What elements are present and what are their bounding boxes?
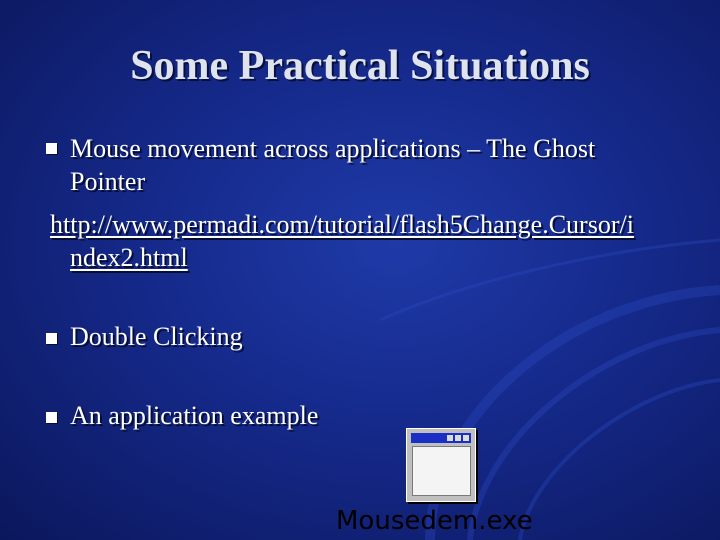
bullet-text-line: Mouse movement across applications – The Ghost bbox=[70, 134, 596, 163]
bullet-item-double-clicking: Double Clicking bbox=[70, 322, 243, 351]
bullet-marker bbox=[46, 412, 57, 423]
slide-title: Some Practical Situations bbox=[130, 43, 590, 89]
minimize-icon bbox=[447, 435, 453, 441]
tutorial-link[interactable] bbox=[50, 208, 634, 274]
application-window-icon[interactable] bbox=[406, 428, 476, 502]
icon-caption: Mousedem.exe bbox=[336, 506, 533, 536]
link-line[interactable]: http://www.permadi.com/tutorial/flash5Change.Cursor/i bbox=[50, 210, 634, 239]
bullet-text-line: Pointer bbox=[70, 167, 146, 196]
window-titlebar bbox=[411, 433, 471, 443]
bullet-item-ghost-pointer bbox=[70, 132, 595, 198]
close-icon bbox=[463, 435, 469, 441]
bullet-item-application-example: An application example bbox=[70, 401, 319, 430]
window-client-area bbox=[412, 446, 471, 496]
link-line[interactable]: ndex2.html bbox=[70, 243, 188, 272]
bullet-marker bbox=[46, 143, 57, 154]
bullet-marker bbox=[46, 333, 57, 344]
maximize-icon bbox=[455, 435, 461, 441]
